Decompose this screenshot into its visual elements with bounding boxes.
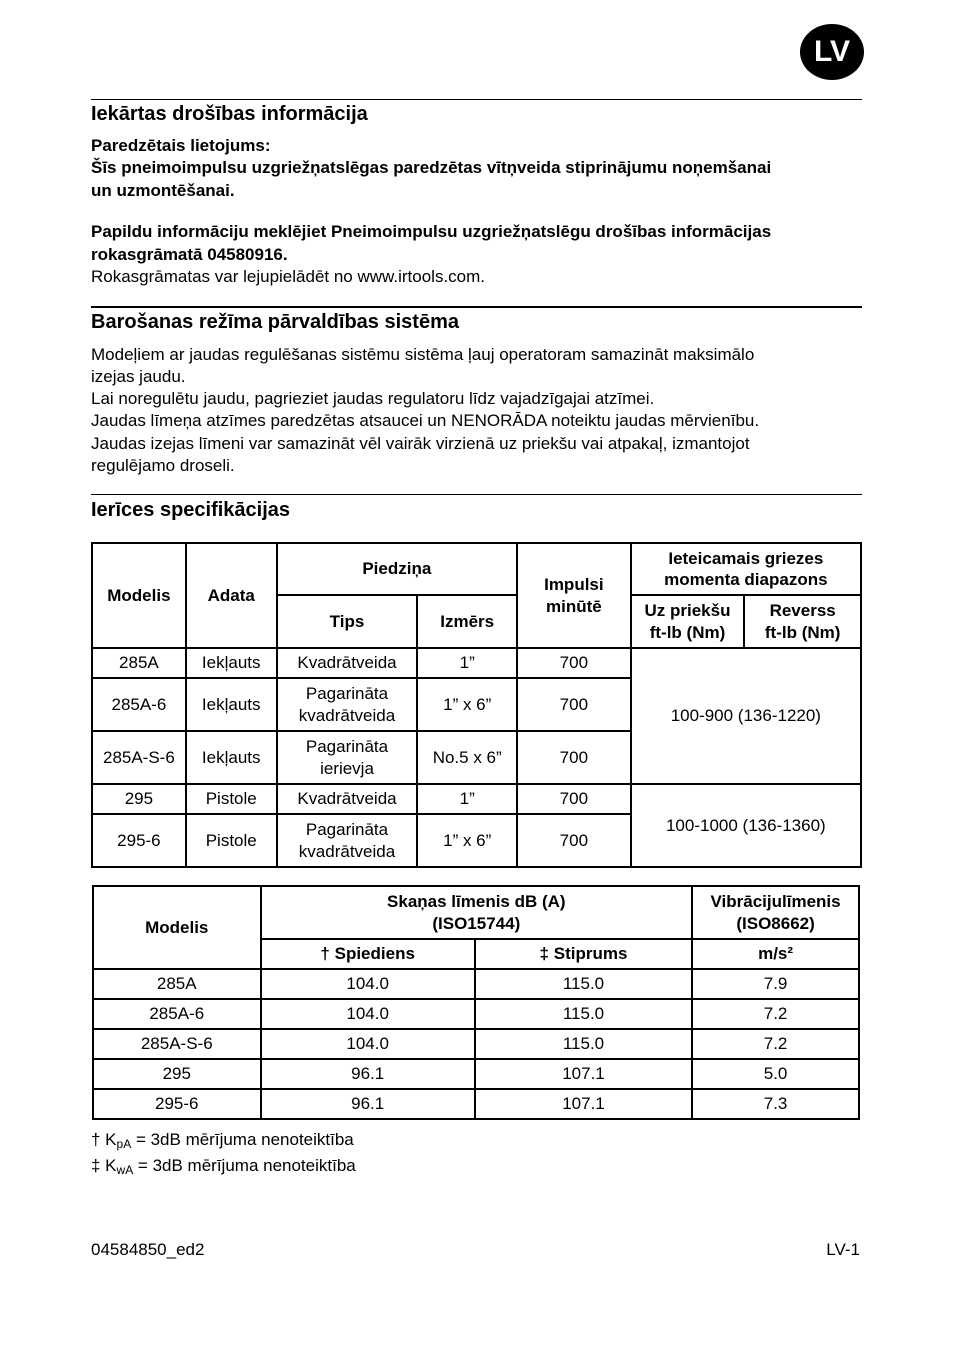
sound-vibration-table [92,885,860,1120]
document-number: 04584850_ed2 [91,1240,205,1259]
divider [91,306,862,308]
table-row [93,999,859,1029]
cell-model: 285A-6 [92,678,186,731]
cell-anvil: Pistole [186,784,277,814]
cell-size: 1” x 6” [417,814,517,867]
language-badge: LV [800,24,864,80]
cell-pressure: 96.1 [261,1089,475,1119]
cell-type [277,731,418,784]
col-header-torque [631,543,861,595]
cell-ipm: 700 [517,678,631,731]
cell-vibration: 5.0 [692,1059,859,1089]
cell-type [277,814,418,867]
cell-model: 295-6 [92,814,186,867]
cell-ipm: 700 [517,648,631,678]
type-line-1: Pagarināta [305,820,389,839]
col-header-pressure: † Spiediens [261,939,475,969]
cell-power: 107.1 [475,1059,692,1089]
cell-power: 115.0 [475,1029,692,1059]
cell-model: 285A [93,969,261,999]
section-title-power-management: Barošanas režīma pārvaldības sistēma [91,311,459,333]
power-text-line-5: Jaudas izejas līmeni var samazināt vēl vairāk virzienā uz priekšu vai atpakaļ, izmantojot [91,434,750,453]
intended-use-line-2: un uzmontēšanai. [91,181,235,200]
section-title-safety: Iekārtas drošības informācija [91,103,368,125]
power-text-line-1: Modeļiem ar jaudas regulēšanas sistēmu sistēma ļauj operatoram samazināt maksimālo [91,345,755,364]
cell-model: 295 [92,784,186,814]
col-header-type: Tips [277,595,418,648]
cell-vibration: 7.3 [692,1089,859,1119]
power-text-line-4: Jaudas līmeņa atzīmes paredzētas atsaucei un NENORĀDA noteiktu jaudas mērvienību. [91,411,760,430]
forward-line-2: ft-lb (Nm) [649,622,726,642]
cell-pressure: 96.1 [261,1059,475,1089]
footnote-kpa-text: = 3dB mērījuma nenoteiktība [131,1130,354,1149]
footnote-kpa-sub: pA [116,1137,132,1151]
cell-pressure: 104.0 [261,1029,475,1059]
power-text-line-3: Lai noregulētu jaudu, pagrieziet jaudas regulatoru līdz vajadzīgajai atzīmei. [91,389,655,408]
cell-model: 285A-S-6 [92,731,186,784]
cell-model: 295 [93,1059,261,1089]
torque-line-2: momenta diapazons [664,570,828,589]
cell-ipm: 700 [517,784,631,814]
section-title-specifications: Ierīces specifikācijas [91,499,291,521]
table-row [93,1029,859,1059]
cell-model: 285A-S-6 [93,1029,261,1059]
impulses-line-1: Impulsi [544,575,604,594]
cell-type: Kvadrātveida [277,784,418,814]
footnote-kwa-sub: wA [116,1163,134,1177]
type-line-2: kvadrātveida [298,705,396,725]
cell-vibration: 7.2 [692,999,859,1029]
spec-table [91,542,862,868]
cell-ipm: 700 [517,731,631,784]
cell-size: No.5 x 6” [417,731,517,784]
col-header-size: Izmērs [417,595,517,648]
cell-anvil: Iekļauts [186,731,277,784]
power-text-line-2: izejas jaudu. [91,367,186,386]
divider [91,494,862,495]
col-header-model: Modelis [92,543,186,648]
intended-use-label: Paredzētais lietojums: [91,136,271,155]
intended-use-line-1: Šīs pneimoimpulsu uzgriežņatslēgas paredzētas vītņveida stiprinājumu noņemšanai [91,158,772,177]
cell-model: 285A-6 [93,999,261,1029]
forward-line-1: Uz priekšu [644,601,731,620]
reverse-line-1: Reverss [769,601,836,620]
cell-power: 107.1 [475,1089,692,1119]
type-line-1: Pagarināta [305,684,389,703]
vibration-line-2: (ISO8662) [736,913,815,933]
torque-line-1: Ieteicamais griezes [668,548,824,568]
footnote-kwa-prefix: ‡ K [91,1156,117,1175]
cell-type: Kvadrātveida [277,648,418,678]
divider [91,99,862,100]
cell-ipm: 700 [517,814,631,867]
more-info-line-2: rokasgrāmatā 04580916. [91,245,288,264]
cell-size: 1” [417,784,517,814]
more-info-line-1: Papildu informāciju meklējiet Pneimoimpulsu uzgriežņatslēgu drošības informācijas [91,222,772,241]
download-note: Rokasgrāmatas var lejupielādēt no www.irtools.com. [91,267,486,286]
cell-vibration: 7.9 [692,969,859,999]
col-header-sound-level [261,886,693,939]
cell-torque-285: 100-900 (136-1220) [631,648,861,784]
type-line-2: ierievja [320,758,374,778]
footnote-kpa [91,1130,354,1150]
table-row [93,1059,859,1089]
cell-vibration: 7.2 [692,1029,859,1059]
cell-power: 115.0 [475,969,692,999]
col-header-impulses [517,543,631,648]
table-row [93,969,859,999]
cell-power: 115.0 [475,999,692,1029]
footnote-kwa-text: = 3dB mērījuma nenoteiktība [133,1156,356,1175]
power-text-line-6: regulējamo droseli. [91,456,235,475]
cell-torque-295: 100-1000 (136-1360) [631,784,861,867]
col-header-reverse [744,595,861,648]
col-header-forward [631,595,745,648]
sound-line-1: Skaņas līmenis dB (A) [387,892,566,911]
type-line-2: kvadrātveida [298,841,396,861]
cell-model: 295-6 [93,1089,261,1119]
cell-size: 1” [417,648,517,678]
col-header-vibration [692,886,859,939]
table-row [92,784,861,814]
footnote-kpa-prefix: † K [91,1130,117,1149]
reverse-line-2: ft-lb (Nm) [764,622,841,642]
col-header-unit: m/s² [692,939,859,969]
type-line-1: Pagarināta [305,737,389,756]
table-row [93,1089,859,1119]
col-header-anvil: Adata [186,543,277,648]
cell-size: 1” x 6” [417,678,517,731]
col-header-model: Modelis [93,886,261,969]
cell-anvil: Iekļauts [186,678,277,731]
impulses-line-2: minūtē [545,596,602,616]
cell-anvil: Iekļauts [186,648,277,678]
cell-model: 285A [92,648,186,678]
cell-pressure: 104.0 [261,999,475,1029]
table-row [92,648,861,678]
cell-type [277,678,418,731]
vibration-line-1: Vibrācijulīmenis [710,892,841,911]
cell-anvil: Pistole [186,814,277,867]
cell-pressure: 104.0 [261,969,475,999]
footnote-kwa [91,1156,356,1176]
page-number: LV-1 [826,1240,860,1259]
col-header-drive: Piedziņa [277,543,517,595]
col-header-power: ‡ Stiprums [475,939,692,969]
sound-line-2: (ISO15744) [432,913,521,933]
